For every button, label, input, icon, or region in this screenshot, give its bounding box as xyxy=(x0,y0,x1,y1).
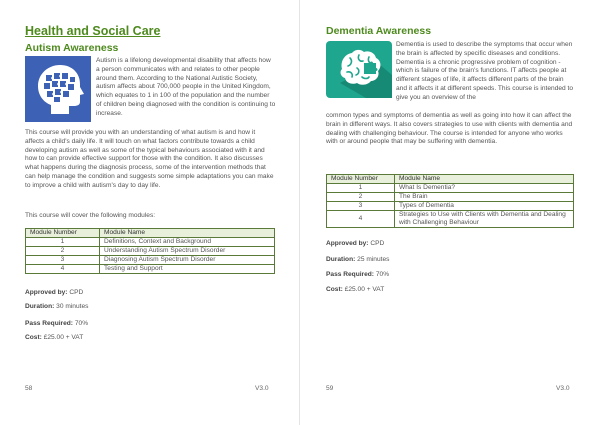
right-page xyxy=(300,0,600,425)
course-title-dementia: Dementia Awareness xyxy=(326,25,432,37)
table-row xyxy=(26,265,275,274)
table-row xyxy=(327,193,574,202)
modules-table xyxy=(25,228,275,274)
table-header-name: Module Name xyxy=(395,175,574,184)
table-row xyxy=(327,202,574,211)
table-row xyxy=(327,211,574,228)
module-number: 1 xyxy=(327,184,395,193)
module-number: 3 xyxy=(26,256,100,265)
module-number: 2 xyxy=(26,247,100,256)
pass-required: Pass Required: 70% xyxy=(25,320,89,327)
course-title-autism: Autism Awareness xyxy=(25,42,119,54)
module-name: The Brain xyxy=(395,193,574,202)
pass-required: Pass Required: 70% xyxy=(326,271,390,278)
cost: Cost: £25.00 + VAT xyxy=(25,334,84,341)
cost: Cost: £25.00 + VAT xyxy=(326,286,385,293)
table-header-number: Module Number xyxy=(26,229,100,238)
intro-paragraph: Autism is a lifelong developmental disability that affects how a person communicates with and relates to other people around them. According to the National Autistic Society, autism affects about 700,000 people in the United Kingdom, which equates to 1 in 100 of the population and the number of children being diagnosed with the condition is continuing to increase. xyxy=(96,57,276,117)
table-row xyxy=(327,184,574,193)
table-header-row xyxy=(327,175,574,184)
duration: Duration: 25 minutes xyxy=(326,256,390,263)
intro-paragraph: Dementia is used to describe the symptoms that occur when the brain is affected by specific diseases and conditions. Dementia is a chronic progressive problem of cognition - which is failure of the brain's functions. IT affects people at different stages of life, it affects different parts of the brain and it affects it at different speeds. This course is intended to give you an overview of the xyxy=(396,41,574,101)
brain-puzzle-icon xyxy=(326,41,392,98)
approved-by: Approved by: CPD xyxy=(25,289,84,296)
module-number: 1 xyxy=(26,238,100,247)
module-name: What Is Dementia? xyxy=(395,184,574,193)
table-header-row xyxy=(26,229,275,238)
approved-by: Approved by: CPD xyxy=(326,240,385,247)
duration: Duration: 30 minutes xyxy=(25,303,89,310)
module-number: 3 xyxy=(327,202,395,211)
table-row xyxy=(26,247,275,256)
module-name: Strategies to Use with Clients with Dementia and Dealing with Challenging Behaviour xyxy=(395,211,574,228)
book-title: Health and Social Care xyxy=(25,24,161,38)
page-number: 59 xyxy=(326,385,334,392)
version-label: V3.0 xyxy=(255,385,269,392)
version-label: V3.0 xyxy=(556,385,570,392)
page-number: 58 xyxy=(25,385,33,392)
body-paragraph: This course will provide you with an understanding of what autism is and how it affects a child's daily life. It will touch on what factors contribute towards a child developing autism as well as some of the typical behaviours associated with it and how to can provide effective support for those with the condition. It also discusses what happens during the diagnosis process, some of the intervention methods that can help manage the condition and suggests some simple adaptations you can make to improve a child with autism's day to day life. xyxy=(25,129,274,189)
head-puzzle-icon xyxy=(25,56,91,122)
table-header-number: Module Number xyxy=(327,175,395,184)
table-row xyxy=(26,238,275,247)
module-name: Testing and Support xyxy=(100,265,275,274)
table-header-name: Module Name xyxy=(100,229,275,238)
modules-table xyxy=(326,174,574,228)
module-name: Diagnosing Autism Spectrum Disorder xyxy=(100,256,275,265)
module-number: 4 xyxy=(327,211,395,228)
table-row xyxy=(26,256,275,265)
module-number: 4 xyxy=(26,265,100,274)
module-name: Understanding Autism Spectrum Disorder xyxy=(100,247,275,256)
covers-paragraph: This course will cover the following modules: xyxy=(25,212,156,219)
module-number: 2 xyxy=(327,193,395,202)
module-name: Types of Dementia xyxy=(395,202,574,211)
body-paragraph: common types and symptoms of dementia as well as going into how it can affect the brain in different ways. It also covers strategies to use with clients with dementia and dealing with challenging behaviour. The course is intended for anyone who works with or around people that may be suffering with dementia. xyxy=(326,112,573,146)
module-name: Definitions, Context and Background xyxy=(100,238,275,247)
